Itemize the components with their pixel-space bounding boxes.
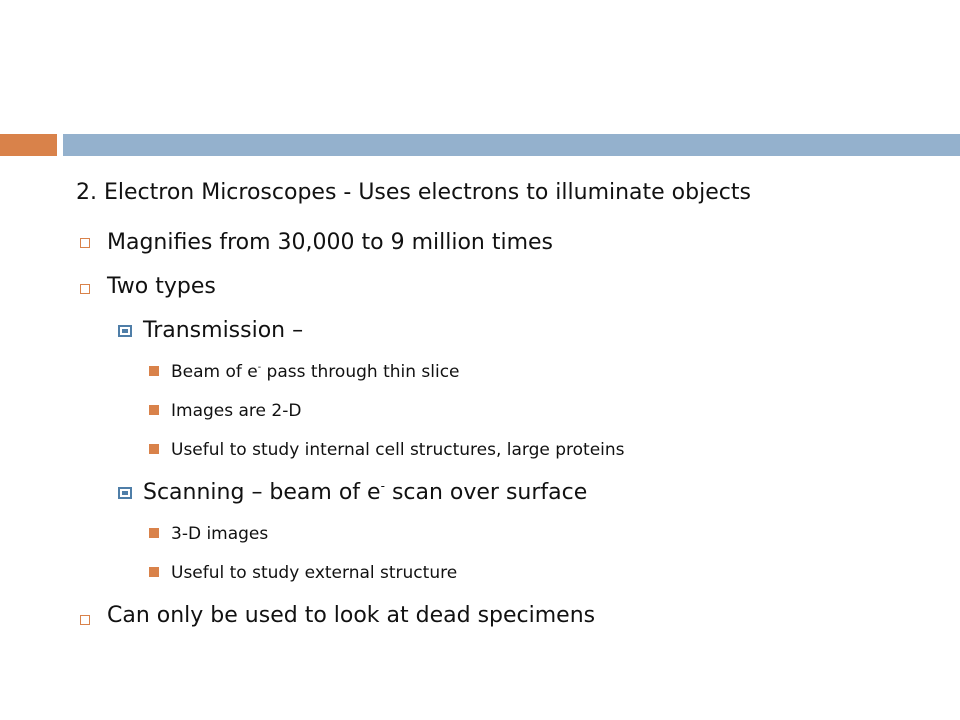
filled-square-bullet-icon: [149, 405, 159, 415]
text-fragment: pass through thin slice: [261, 362, 460, 382]
filled-square-bullet-icon: [149, 366, 159, 376]
bullet-magnification: Magnifies from 30,000 to 9 million times: [107, 230, 554, 255]
bullet-images-3d: 3-D images: [171, 524, 269, 544]
hollow-square-bullet-icon: [80, 238, 90, 248]
text-fragment: Beam of e: [171, 362, 258, 382]
bullet-scanning: [143, 478, 588, 505]
intro-line: 2. Electron Microscopes - Uses electrons to illuminate objects: [76, 180, 751, 205]
hollow-square-bullet-icon: [80, 284, 90, 294]
bullet-transmission: Transmission –: [143, 318, 304, 343]
filled-square-bullet-icon: [149, 567, 159, 577]
bullet-internal-structures: Useful to study internal cell structures, large proteins: [171, 440, 625, 460]
superscript-minus: -: [257, 362, 262, 373]
filled-square-bullet-icon: [149, 444, 159, 454]
bullet-two-types: Two types: [107, 274, 216, 299]
bullet-images-2d: Images are 2-D: [171, 401, 302, 421]
text-fragment: scan over surface: [384, 480, 588, 505]
hollow-square-bullet-icon: [80, 615, 90, 625]
filled-square-bullet-icon: [149, 528, 159, 538]
bullet-external-structure: Useful to study external structure: [171, 563, 458, 583]
superscript-minus: -: [380, 478, 385, 493]
bullet-dead-specimens: Can only be used to look at dead specimens: [107, 603, 596, 628]
text-fragment: Scanning – beam of e: [143, 480, 381, 505]
framed-square-bullet-icon: [118, 487, 132, 499]
bullet-beam-through-slice: [171, 364, 460, 381]
framed-square-bullet-icon: [118, 325, 132, 337]
